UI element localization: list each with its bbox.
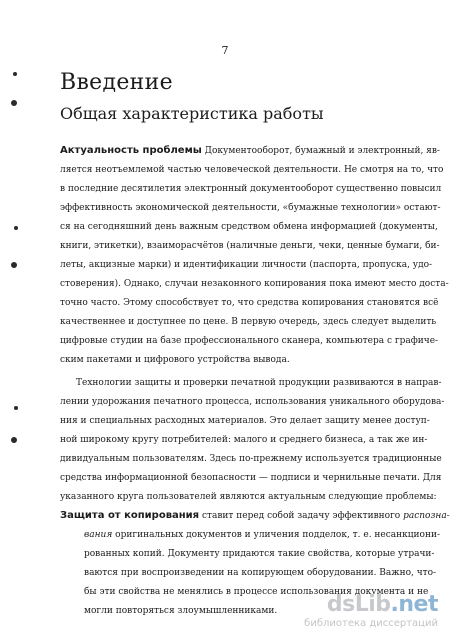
binding-hole-mark: [13, 72, 17, 76]
paragraph-line: ния и специальных расходных материалов. Это делает защиту менее доступ-: [60, 416, 430, 426]
paragraph-line: цифровые студии на базе профессионального сканера, компьютера с графиче-: [60, 336, 439, 346]
copy-protection-heading: Защита от копирования: [60, 510, 200, 521]
paragraph-line: ваются при воспроизведении на копирующем оборудовании. Важно, что-: [84, 568, 437, 578]
watermark-name-b: .net: [390, 592, 438, 617]
paragraph-line: точно часто. Этому способствует то, что средства копирования становятся всё: [60, 298, 439, 308]
section-title: Общая характеристика работы: [60, 104, 324, 123]
paragraph-line: могли повторяться злоумышленниками.: [84, 606, 278, 616]
paragraph-text-italic: вания: [84, 530, 113, 540]
paragraph-line: лении удорожания печатного процесса, использования уникального оборудова-: [60, 397, 445, 407]
paragraph-line: ся на сегодняшний день важным средством обмена информацией (документы,: [60, 222, 438, 232]
binding-hole-mark: [14, 226, 18, 230]
paragraph-line: указанного круга пользователей являются актуальным следующие проблемы:: [60, 492, 437, 502]
paragraph-line: бы эти свойства не менялись в процессе использования документа и не: [84, 587, 429, 597]
paragraph-line: в последние десятилетия электронный документооборот существенно повысил: [60, 184, 442, 194]
binding-hole-mark: [11, 100, 17, 106]
paragraph-line: стоверения). Однако, случаи незаконного копирования пока имеют место доста-: [60, 279, 449, 289]
watermark-subtitle: библиотека диссертаций: [304, 618, 438, 629]
watermark-name-a: dsLib: [326, 592, 391, 617]
dslib-watermark-logo: [288, 592, 438, 636]
binding-hole-mark: [14, 406, 18, 410]
paragraph-line: книги, этикетки), взаиморасчётов (наличные деньги, чеки, ценные бумаги, би-: [60, 241, 440, 251]
paragraph-line: средства информационной безопасности — подписи и чернильные печати. Для: [60, 473, 442, 483]
paragraph-line: [60, 508, 450, 524]
binding-hole-mark: [11, 437, 17, 443]
binding-hole-mark: [11, 262, 17, 268]
paragraph-line: качественнее и доступнее по цене. В первую очередь, здесь следует выделить: [60, 317, 437, 327]
paragraph-text: оригинальных документов и уличения подделок, т. е. несанкциони-: [115, 530, 441, 540]
watermark-name: [327, 592, 438, 617]
paragraph-line: ной широкому кругу потребителей: малого и среднего бизнеса, а так же ин-: [60, 435, 428, 445]
paragraph-line: леты, акцизные марки) и идентификации личности (паспорта, пропуска, удо-: [60, 260, 433, 270]
paragraph-text: Документооборот, бумажный и электронный, яв-: [204, 146, 440, 156]
paragraph-text-italic: распозна-: [403, 511, 450, 521]
paragraph-line: рованных копий. Документу придаются такие свойства, которые утрачи-: [84, 549, 435, 559]
paragraph-line: [84, 527, 441, 543]
paragraph-line: Технологии защиты и проверки печатной продукции развиваются в направ-: [76, 378, 442, 388]
paragraph-line: эффективность экономической деятельности, «бумажные технологии» остают-: [60, 203, 441, 213]
paragraph-line: ляется неотъемлемой частью человеческой деятельности. Не смотря на то, что: [60, 165, 444, 175]
page-number: 7: [221, 44, 229, 57]
relevance-heading: Актуальность проблемы: [60, 145, 202, 156]
chapter-title: Введение: [60, 70, 173, 95]
paragraph-line: ским пакетами и цифрового устройства вывода.: [60, 355, 290, 365]
paragraph-text: ставит перед собой задачу эффективного: [201, 511, 401, 521]
paragraph-line: дивидуальным пользователям. Здесь по-прежнему используется традиционные: [60, 454, 442, 464]
paragraph-line: [60, 143, 440, 159]
